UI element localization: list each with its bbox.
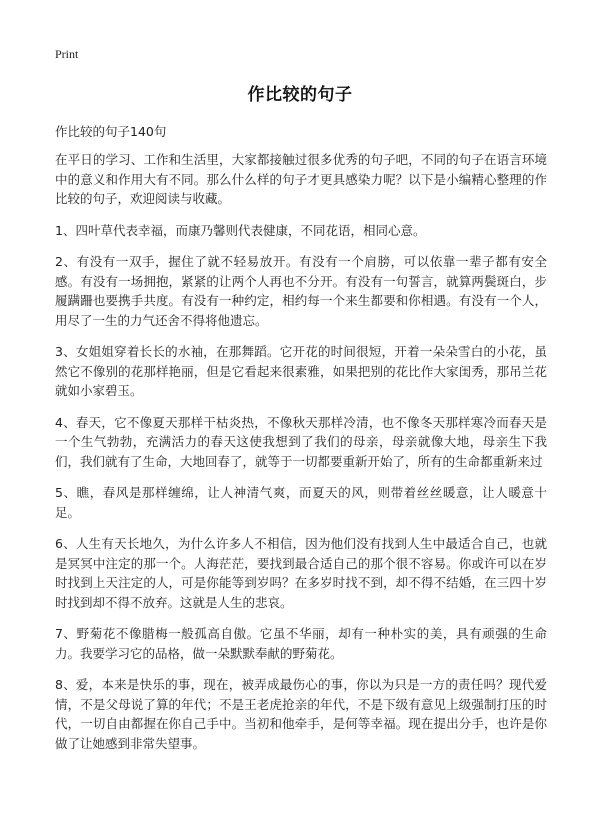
sentence-paragraph-3: 3、女姐姐穿着长长的水袖，在那舞蹈。它开花的时间很短，开着一朵朵雪白的小花，虽然它不像别的花那样艳丽，但是它看起来很素雅，如果把别的花比作大家闺秀，那吊兰花就如小家碧玉。: [55, 344, 547, 398]
sentence-paragraph-2: 2、有没有一双手，握住了就不轻易放开。有没有一个肩膀，可以依靠一辈子都有安全感。有没有一场拥抱，紧紧的让两个人再也不分开。有没有一句誓言，就算两鬓斑白，步履蹒跚也要携手共度。有没有一种约定，相约每一个来生都要和你相遇。有没有一个人，用尽了一生的力气还舍不得将他遗忘。: [55, 254, 547, 328]
sentence-paragraph-5: 5、瞧，春风是那样缠绵，让人神清气爽，而夏天的风，则带着丝丝暖意，让人暖意十足。: [55, 485, 547, 520]
sentence-paragraph-1: 1、四叶草代表幸福，而康乃馨则代表健康，不同花语，相同心意。: [55, 222, 426, 238]
sentence-paragraph-4: 4、春天，它不像夏天那样干枯炎热，不像秋天那样冷清，也不像冬天那样寒冷而春天是一个生气勃勃，充满活力的春天这使我想到了我们的母亲，母亲就像大地，母亲生下我们，我们就有了生命，大地回春了，就等于一切都要重新开始了，所有的生命都重新来过: [55, 414, 547, 469]
sentence-paragraph-6: 6、人生有天长地久，为什么许多人不相信，因为他们没有找到人生中最适合自己，也就是冥冥中注定的那一个。人海茫茫，要找到最合适自己的那个很不容易。你或许可以在岁时找到上天注定的人，可是你能等到岁吗？在多岁时找不到，却不得不结婚，在三四十岁时找到却不得不放弃。这就是人生的悲哀。: [55, 536, 547, 610]
print-link[interactable]: Print: [55, 47, 79, 61]
sentence-paragraph-7: 7、野菊花不像腊梅一般孤高自傲。它虽不华丽，却有一种朴实的美，具有顽强的生命力。我要学习它的品格，做一朵默默奉献的野菊花。: [55, 626, 547, 661]
intro-paragraph: 在平日的学习、工作和生活里，大家都接触过很多优秀的句子吧，不同的句子在语言环境中的意义和作用大有不同。那么什么样的句子才更具感染力呢？以下是小编精心整理的作比较的句子，欢迎阅读与收藏。: [55, 152, 547, 206]
article-subtitle: 作比较的句子140句: [55, 124, 167, 139]
page-title: 作比较的句子: [247, 85, 353, 105]
article-body: [55, 150, 547, 765]
sentence-paragraph-8: 8、爱，本来是快乐的事，现在，被弄成最伤心的事，你以为只是一方的责任吗？现代爱情，不是父母说了算的年代；不是王老虎抢亲的年代，不是下级有意见上级强制打压的时代，一切自由都握在你自己手中。当初和他牵手，是何等幸福。现在提出分手，也许是你做了让她感到非常失望事。: [55, 677, 547, 751]
